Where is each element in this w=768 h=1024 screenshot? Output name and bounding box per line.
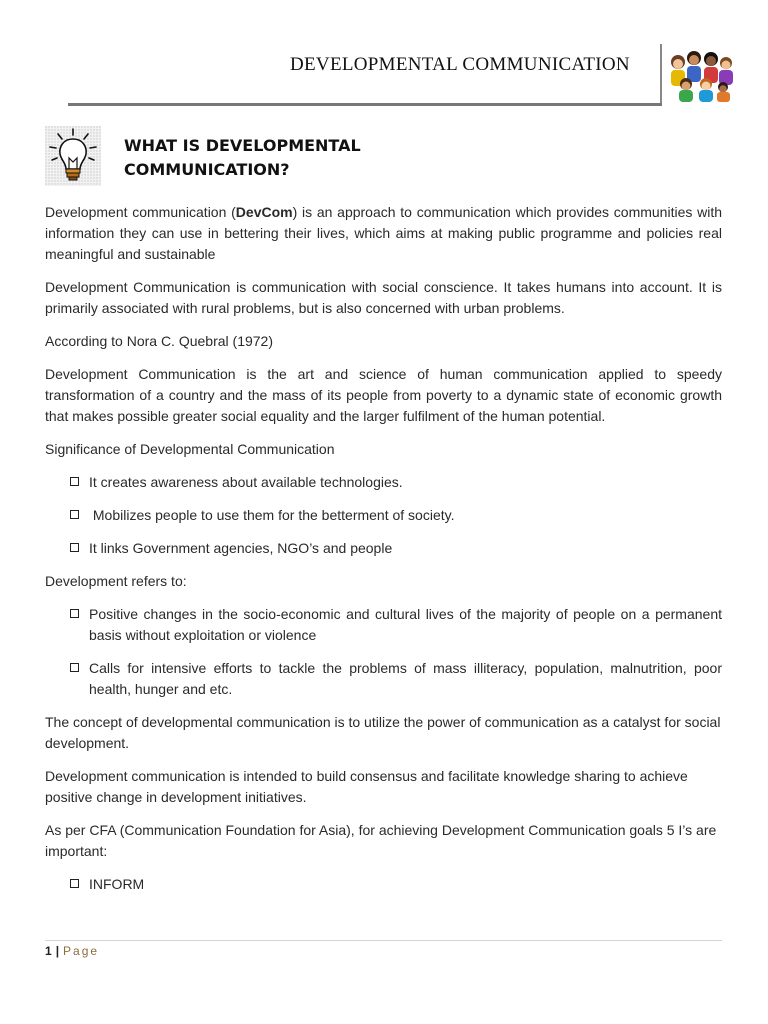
list-item-text: INFORM [89, 876, 145, 892]
significance-list [45, 472, 722, 559]
paragraph-quebral-citation: According to Nora C. Quebral (1972) [45, 333, 273, 349]
list-item-text: Positive changes in the socio-economic and cultural lives of the majority of people on a permanent basis without exploitation or violence [89, 606, 722, 643]
checkbox-bullet-icon [70, 663, 79, 672]
paragraph-significance-heading: Significance of Developmental Communication [45, 441, 335, 457]
people-group-icon [666, 48, 736, 102]
list-item-text: It links Government agencies, NGO’s and people [89, 540, 393, 556]
heading-line-2: COMMUNICATION? [124, 160, 290, 179]
checkbox-bullet-icon [70, 543, 79, 552]
paragraph-devcom-definition [45, 202, 722, 265]
list-item-text: Mobilizes people to use them for the betterment of society. [89, 507, 455, 523]
section-heading [124, 134, 361, 182]
paragraph-social-conscience: Development Communication is communication with social conscience. It takes humans into account. It is primarily associated with rural problems, but is also concerned with urban problems. [45, 279, 722, 316]
page-number: 1 [45, 944, 52, 958]
document-body [45, 202, 722, 907]
list-item [45, 874, 722, 895]
paragraph-concept: The concept of developmental communication is to utilize the power of communication as a catalyst for social development. [45, 714, 721, 751]
list-item [45, 472, 722, 493]
document-header-title: DEVELOPMENTAL COMMUNICATION [290, 54, 630, 75]
devcom-term: DevCom [235, 204, 293, 220]
checkbox-bullet-icon [70, 609, 79, 618]
page-footer [45, 944, 99, 958]
paragraph-text: ) is an approach to communication which provides communities with information they can use in bettering their lives, which aims at making public programme and policies real meaningful and sustainable [45, 204, 722, 262]
paragraph-cfa: As per CFA (Communication Foundation for Asia), for achieving Development Communication goals 5 I’s are important: [45, 822, 717, 859]
list-item-text: Calls for intensive efforts to tackle the problems of mass illiteracy, population, malnutrition, poor health, hunger and etc. [89, 660, 722, 697]
checkbox-bullet-icon [70, 879, 79, 888]
paragraph-text: Development communication ( [45, 204, 236, 220]
heading-line-1: WHAT IS DEVELOPMENTAL [124, 136, 361, 155]
list-item-text: It creates awareness about available technologies. [89, 474, 403, 490]
checkbox-bullet-icon [70, 477, 79, 486]
list-item [45, 505, 722, 526]
development-list [45, 604, 722, 700]
header-horizontal-rule [68, 103, 662, 106]
list-item [45, 658, 722, 700]
checkbox-bullet-icon [70, 510, 79, 519]
header-vertical-rule [660, 44, 662, 106]
lightbulb-icon [45, 126, 101, 186]
paragraph-development-refers: Development refers to: [45, 573, 187, 589]
list-item [45, 604, 722, 646]
paragraph-quebral-definition: Development Communication is the art and science of human communication applied to speedy transformation of a country and the mass of its people from poverty to a dynamic state of economic growth that makes possible greater social equality and the larger fulfilment of the human potential. [45, 366, 722, 424]
page-label: Page [63, 944, 100, 958]
list-item [45, 538, 722, 559]
five-is-list [45, 874, 722, 895]
footer-rule [45, 940, 722, 941]
footer-separator: | [55, 944, 60, 958]
paragraph-consensus: Development communication is intended to build consensus and facilitate knowledge sharing to achieve positive change in development initiatives. [45, 768, 688, 805]
